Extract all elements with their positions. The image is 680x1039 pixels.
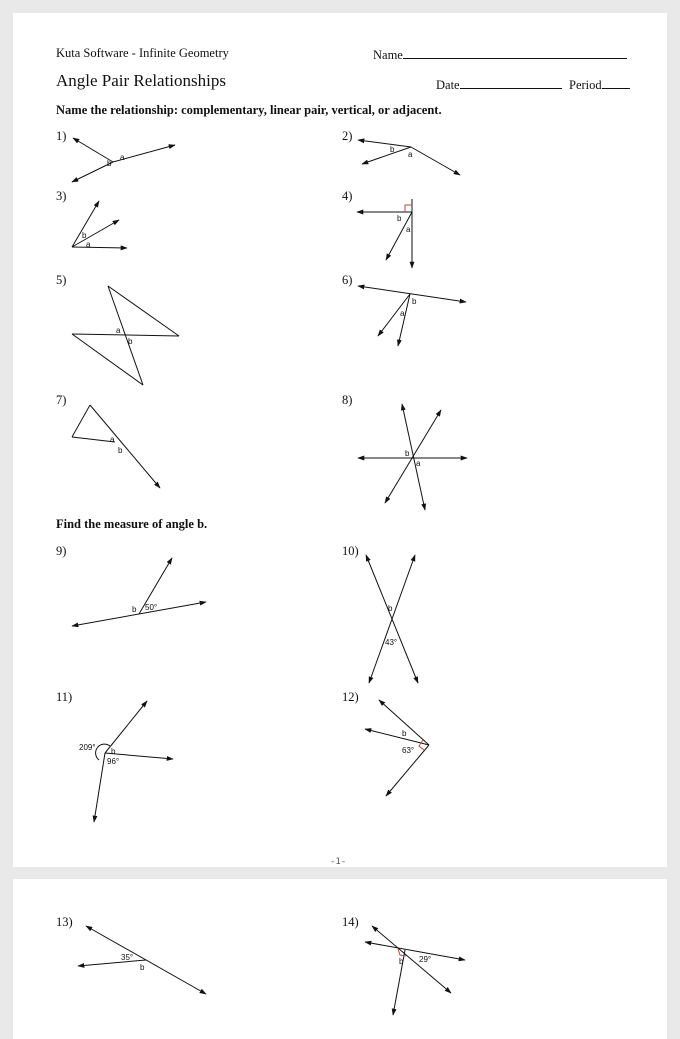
angle-measure-label: 50° <box>145 603 158 612</box>
angle-label-b: b <box>412 297 417 306</box>
angle-label-b: b <box>140 963 145 972</box>
figure-9 <box>72 558 206 626</box>
problem-number: 6) <box>342 273 353 287</box>
angle-label-a: a <box>408 150 413 159</box>
figure-3 <box>72 201 127 248</box>
problem-number: 7) <box>56 393 67 407</box>
angle-label-a: a <box>406 225 411 234</box>
angle-label-b: b <box>107 159 112 168</box>
name-label: Name <box>373 48 403 62</box>
problem-number: 12) <box>342 690 359 704</box>
angle-label-a: a <box>86 240 91 249</box>
angle-labels <box>79 145 431 972</box>
angle-label-a: a <box>116 326 121 335</box>
period-label: Period <box>569 78 602 92</box>
problem-number: 14) <box>342 915 359 929</box>
date-label: Date <box>436 78 460 92</box>
problem-number: 13) <box>56 915 73 929</box>
figure-11 <box>94 701 173 822</box>
angle-measure-label: 43° <box>385 638 398 647</box>
angle-label-b: b <box>82 231 87 240</box>
angle-measure-label: 96° <box>107 757 120 766</box>
figure-13 <box>78 926 206 994</box>
problem-number: 5) <box>56 273 67 287</box>
figure-5 <box>72 286 179 385</box>
angle-label-a: a <box>120 153 125 162</box>
angle-measure-label: 63° <box>402 746 415 755</box>
problem-number: 3) <box>56 189 67 203</box>
angle-label-b: b <box>132 605 137 614</box>
angle-label-b: b <box>397 214 402 223</box>
angle-label-b: b <box>399 957 404 966</box>
angle-label-b: b <box>388 604 393 613</box>
angle-label-b: b <box>118 446 123 455</box>
figure-12 <box>365 700 429 796</box>
publisher-line: Kuta Software - Infinite Geometry <box>56 46 229 60</box>
angle-label-b: b <box>402 729 407 738</box>
angle-measure-label: 209° <box>79 743 96 752</box>
problem-number: 11) <box>56 690 73 704</box>
worksheet-title: Angle Pair Relationships <box>56 71 226 90</box>
angle-measure-label: 35° <box>121 953 134 962</box>
figure-4 <box>357 199 412 268</box>
figure-8 <box>358 404 467 510</box>
problem-number: 9) <box>56 544 67 558</box>
angle-label-a: a <box>110 435 115 444</box>
problem-number: 8) <box>342 393 353 407</box>
angle-label-b: b <box>405 449 410 458</box>
angle-measure-label: 29° <box>419 955 432 964</box>
figure-10 <box>366 555 418 683</box>
figure-6 <box>358 286 466 346</box>
figure-7 <box>72 405 160 488</box>
figure-14 <box>365 926 465 1015</box>
angle-label-a: a <box>416 459 421 468</box>
section1-instruction: Name the relationship: complementary, linear pair, vertical, or adjacent. <box>56 103 442 117</box>
angle-label-a: a <box>400 309 405 318</box>
angle-label-b: b <box>111 747 116 756</box>
section2-instruction: Find the measure of angle b. <box>56 517 208 531</box>
problem-number: 2) <box>342 129 353 143</box>
page-number: -1- <box>330 857 347 867</box>
angle-label-b: b <box>390 145 395 154</box>
problem-number: 4) <box>342 189 353 203</box>
problem-number: 10) <box>342 544 359 558</box>
problem-number: 1) <box>56 129 67 143</box>
angle-label-b: b <box>128 337 133 346</box>
